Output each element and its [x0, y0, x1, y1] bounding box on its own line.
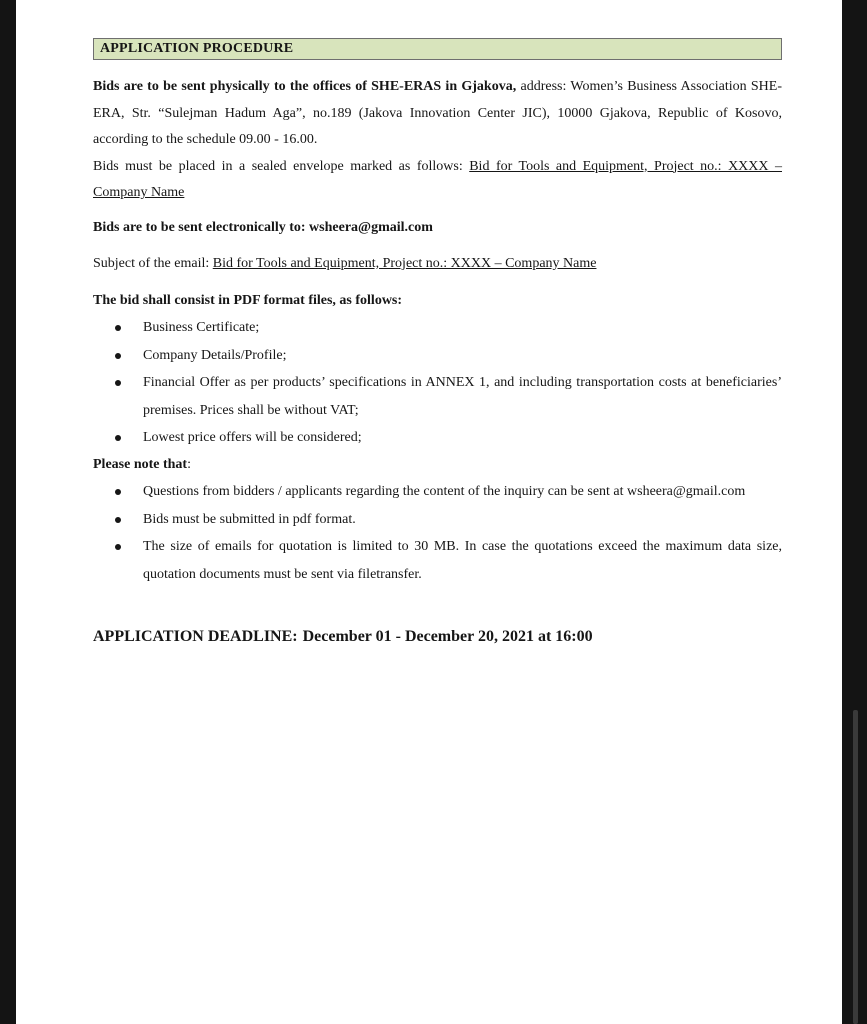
email-subject-label: Subject of the email: [93, 256, 213, 271]
email-subject-line [93, 251, 782, 278]
list-item-text: Bids must be submitted in pdf format. [143, 511, 356, 527]
envelope-marking: Bid for Tools and Equipment, Project no.: XXXX – Company Name [93, 158, 782, 200]
list-item-text: Company Details/Profile; [143, 347, 287, 363]
note-heading [93, 452, 782, 479]
bullet-icon [115, 517, 121, 523]
bid-format-heading: The bid shall consist in PDF format files, as follows: [93, 292, 403, 308]
bullet-icon [115, 353, 121, 359]
bullet-icon [115, 435, 121, 441]
note-heading-colon: : [187, 456, 191, 472]
bullet-icon [115, 489, 121, 495]
document-page [16, 0, 842, 1024]
deadline-label: APPLICATION DEADLINE: [93, 628, 298, 645]
list-item-text: Business Certificate; [143, 320, 260, 335]
physical-submission-paragraph [93, 74, 782, 154]
list-item [93, 314, 782, 342]
physical-submission-lead: Bids are to be sent physically to the offices of SHE-ERAS in Gjakova, [93, 79, 517, 94]
list-item-text: Lowest price offers will be considered; [143, 430, 362, 445]
scrollbar[interactable] [853, 710, 858, 1024]
bid-format-list [93, 314, 782, 452]
bullet-icon [115, 325, 121, 331]
deadline-dates: December 01 - December 20, 2021 at 16:00 [302, 628, 593, 645]
envelope-text: Bids must be placed in a sealed envelope marked as follows: [93, 158, 470, 174]
physical-submission-address: address: Women’s Business Association SHE-ERA, Str. “Sulejman Hadum Aga”, no.189 (Jakova Innovation Center JIC), 10000 Gjakova, Republic of Kosovo, according to the schedule 09.00 - 16.00. [93, 79, 782, 147]
email-subject-value: Bid for Tools and Equipment, Project no.: XXXX – Company Name [212, 256, 597, 271]
bullet-icon [115, 544, 121, 550]
envelope-instructions [93, 154, 782, 207]
document-content [93, 38, 782, 646]
list-item [93, 506, 782, 534]
list-item-text: Financial Offer as per products’ specifications in ANNEX 1, and including transportation costs at beneficiaries’ premises. Prices shall be without VAT; [143, 375, 782, 418]
note-list [93, 478, 782, 588]
application-deadline [93, 628, 782, 646]
list-item [93, 424, 782, 452]
bullet-icon [115, 380, 121, 386]
note-heading-text: Please note that [93, 456, 188, 472]
section-header: APPLICATION PROCEDURE [93, 38, 782, 60]
list-item-text: Questions from bidders / applicants regarding the content of the inquiry can be sent at wsheera@gmail.com [143, 484, 746, 499]
electronic-submission: Bids are to be sent electronically to: wsheera@gmail.com [93, 219, 433, 235]
list-item-text: The size of emails for quotation is limited to 30 MB. In case the quotations exceed the maximum data size, quotation documents must be sent via filetransfer. [143, 539, 782, 582]
list-item [93, 342, 782, 370]
list-item [93, 533, 782, 588]
list-item [93, 369, 782, 424]
list-item [93, 478, 782, 506]
